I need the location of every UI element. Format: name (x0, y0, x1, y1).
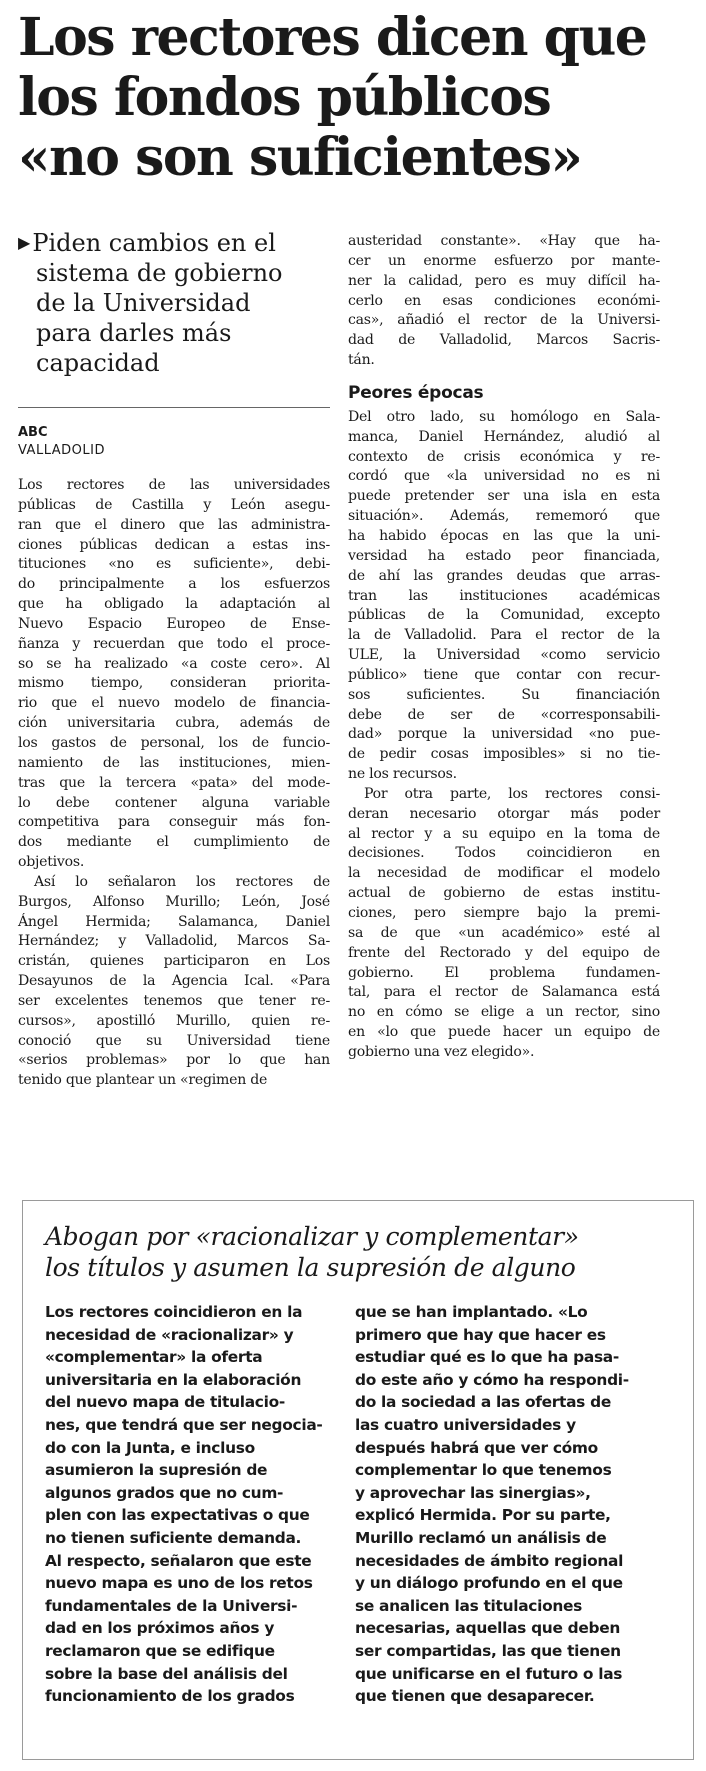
sidebar-line: necesarias, aquellas que deben (355, 1619, 621, 1638)
article-column-right (348, 232, 660, 1063)
article-line: públicas de la Comunidad, excepto (348, 607, 660, 624)
sidebar-line: fundamentales de la Universi- (45, 1596, 298, 1615)
sidebar-title-line: los títulos y asumen la supresión de alguno (45, 1253, 576, 1282)
article-column-right-top (348, 232, 660, 371)
article-line: ción universitaria cubra, además de (18, 715, 330, 732)
sidebar-line: funcionamiento de los grados (45, 1687, 295, 1706)
article-line: ha habido épocas en las que la uni- (348, 527, 660, 544)
article-line: Del otro lado, su homólogo en Sala- (348, 408, 660, 425)
byline-divider (18, 407, 330, 408)
article-line: puede pretender ser una isla en esta (348, 488, 660, 505)
article-line: ULE, la Universidad «como servicio (348, 647, 660, 664)
sidebar-box (22, 1200, 694, 1760)
sidebar-line: complementar lo que tenemos (355, 1461, 612, 1480)
sidebar-line: que se han implantado. «Lo (355, 1303, 588, 1321)
article-line: cordó que «la universidad no es ni (348, 468, 660, 485)
article-line: Desayunos de la Agencia Ical. «Para (18, 973, 330, 990)
sidebar-line: algunos grados que no cum- (45, 1483, 284, 1502)
deck-line: sistema de gobierno (36, 259, 283, 287)
article-line: Así lo señalaron los rectores de (34, 873, 330, 890)
sidebar-line: Murillo reclamó un análisis de (355, 1528, 607, 1547)
article-line: deran necesario otorgar más poder (348, 805, 660, 822)
article-line: ñanza y recuerdan que todo el proce- (18, 635, 330, 652)
article-line: «serios problemas» por lo que han (18, 1052, 330, 1069)
article-column-left (18, 476, 330, 1091)
sidebar-line: do con la Junta, e incluso (45, 1438, 255, 1457)
article-column-right-bottom (348, 408, 660, 1063)
sidebar-line: do este año y cómo ha respondi- (355, 1370, 629, 1389)
deck-line: capacidad (36, 349, 160, 377)
sidebar-line: reclamaron que se edifique (45, 1641, 275, 1660)
article-line: públicas de Castilla y León asegu- (18, 496, 330, 513)
article-line: público» tiene que contar con recur- (348, 666, 660, 683)
headline-line: «no son suficientes» (18, 127, 582, 188)
sidebar-line: sobre la base del análisis del (45, 1664, 288, 1683)
article-line: en «lo que puede hacer un equipo de (348, 1024, 660, 1041)
article-line: al rector y a su equipo en la toma de (348, 825, 660, 842)
sidebar-line: explicó Hermida. Por su parte, (355, 1506, 611, 1525)
sidebar-column-left (45, 1301, 353, 1708)
sidebar-line: las cuatro universidades y (355, 1415, 576, 1434)
article-line: manca, Daniel Hernández, aludió al (348, 428, 660, 445)
sidebar-line: necesidad de «racionalizar» y (45, 1325, 294, 1344)
article-line: ner la calidad, pero es muy difícil ha- (348, 272, 660, 289)
article-line: los gastos de personal, los de funcio- (18, 734, 330, 751)
article-line: tran las instituciones académicas (348, 587, 660, 604)
article-line: que ha obligado la adaptación al (18, 596, 330, 613)
article-line: cer un enorme esfuerzo por mante- (348, 252, 660, 269)
deck-first-line (18, 228, 323, 258)
article-line: tituciones «no es suficiente», debi- (18, 556, 330, 573)
article-line: Los rectores de las universidades (18, 477, 330, 493)
article-line: conoció que su Universidad tiene (18, 1032, 330, 1049)
article-line: competitiva para conseguir más fon- (18, 814, 330, 831)
sidebar-line: después habrá que ver cómo (355, 1438, 598, 1457)
sidebar-column-right (355, 1301, 663, 1708)
article-subhead: Peores épocas (348, 382, 484, 403)
sidebar-line: ser compartidas, las que tienen (355, 1641, 621, 1660)
sidebar-line: estudiar qué es lo que ha pasa- (355, 1348, 619, 1367)
article-line: dad de Valladolid, Marcos Sacris- (348, 332, 660, 349)
article-line: cristán, quienes participaron en Los (18, 953, 330, 970)
deck-line: de la Universidad (36, 289, 251, 317)
article-line: mismo tiempo, consideran priorita- (18, 675, 330, 692)
sidebar-line: primero que hay que hacer es (355, 1325, 606, 1344)
article-line: contexto de crisis económica y re- (348, 448, 660, 465)
article-line: namiento de las instituciones, mien- (18, 754, 330, 771)
article-line: dos mediante el cumplimiento de (18, 834, 330, 851)
article-line: debe de ser de «corresponsabili- (348, 706, 660, 723)
article-line: la de Valladolid. Para el rector de la (348, 627, 660, 644)
sidebar-line: do la sociedad a las ofertas de (355, 1393, 611, 1412)
article-line: do principalmente a los esfuerzos (18, 576, 330, 593)
sidebar-line: dad en los próximos años y (45, 1619, 275, 1638)
deck-line: para darles más (36, 319, 232, 347)
article-line: Nuevo Espacio Europeo de Ense- (18, 615, 330, 632)
article-line: Por otra parte, los rectores consi- (364, 785, 660, 802)
article-line: cerlo en esas condiciones económi- (348, 292, 660, 309)
article-line: versidad ha estado peor financiada, (348, 547, 660, 564)
sidebar-line: y un diálogo profundo en el que (355, 1574, 623, 1593)
article-line: ne los recursos. (348, 766, 457, 783)
article-line: no en cómo se elige a un rector, sino (348, 1004, 660, 1021)
sidebar-line: «complementar» la oferta (45, 1348, 263, 1367)
article-line: frente del Rectorado y del equipo de (348, 944, 660, 961)
article-line: tenido que plantear un «regimen de (18, 1072, 268, 1089)
article-line: sos suficientes. Su financiación (348, 686, 660, 703)
triangle-right-icon: ▶ (18, 233, 31, 252)
article-line: Ángel Hermida; Salamanca, Daniel (18, 913, 330, 930)
article-line: Hernández; y Valladolid, Marcos Sa- (18, 933, 330, 950)
article-line: de ahí las grandes deudas que arras- (348, 567, 660, 584)
article-line: ran que el dinero que las administra- (18, 516, 330, 533)
article-line: austeridad constante». «Hay que ha- (348, 233, 660, 249)
article-line: actual de gobierno de estas institu- (348, 885, 660, 902)
sidebar-line: universitaria en la elaboración (45, 1370, 302, 1389)
headline (18, 8, 698, 188)
article-line: lo debe contener alguna variable (18, 794, 330, 811)
sidebar-line: no tienen suficiente demanda. (45, 1528, 302, 1547)
sidebar-line: Al respecto, señalaron que este (45, 1551, 312, 1570)
article-line: cas», añadió el rector de la Universi- (348, 312, 660, 329)
sidebar-line: del nuevo mapa de titulacio- (45, 1393, 285, 1412)
sidebar-line: Los rectores coincidieron en la (45, 1303, 303, 1321)
article-line: la necesidad de modificar el modelo (348, 865, 660, 882)
sidebar-line: que unificarse en el futuro o las (355, 1664, 623, 1683)
article-line: ciones públicas dedican a estas ins- (18, 536, 330, 553)
sidebar-line: asumieron la supresión de (45, 1461, 268, 1480)
article-line: objetivos. (18, 854, 85, 871)
article-line: situación». Además, rememoró que (348, 508, 660, 525)
deck-line: Piden cambios en el (32, 229, 276, 257)
article-line: gobierno una vez elegido». (348, 1043, 535, 1060)
sidebar-line: se analicen las titulaciones (355, 1596, 583, 1615)
article-line: gobierno. El problema fundamen- (348, 964, 660, 981)
sidebar-line: que tienen que desaparecer. (355, 1687, 595, 1706)
article-line: tán. (348, 352, 375, 369)
sidebar-line: necesidades de ámbito regional (355, 1551, 624, 1570)
article-line: so se ha realizado «a coste cero». Al (18, 655, 330, 672)
article-line: decisiones. Todos coincidieron en (348, 845, 660, 862)
article-line: rio que el nuevo modelo de financia- (18, 695, 330, 712)
deck (18, 228, 323, 378)
article-line: Burgos, Alfonso Murillo; León, José (18, 893, 330, 910)
byline-agency: ABC (18, 425, 48, 440)
headline-line: los fondos públicos (18, 67, 551, 128)
article-line: dad» porque la universidad «no pue- (348, 726, 660, 743)
byline (18, 424, 105, 460)
headline-line: Los rectores dicen que (18, 7, 647, 68)
article-line: cursos», apostilló Murillo, quien re- (18, 1012, 330, 1029)
sidebar-line: nuevo mapa es uno de los retos (45, 1574, 313, 1593)
byline-city: VALLADOLID (18, 443, 105, 458)
article-line: ciones, pero siempre bajo la premi- (348, 905, 660, 921)
sidebar-title (45, 1221, 675, 1283)
article-line: ser excelentes tenemos que tener re- (18, 992, 330, 1009)
article-line: tal, para el rector de Salamanca está (348, 984, 660, 1001)
sidebar-title-line: Abogan por «racionalizar y complementar» (45, 1222, 579, 1251)
sidebar-line: y aprovechar las sinergias», (355, 1483, 591, 1502)
article-line: sa de que «un académico» esté al (348, 924, 660, 941)
sidebar-line: plen con las expectativas o que (45, 1506, 310, 1525)
sidebar-line: nes, que tendrá que ser negocia- (45, 1415, 323, 1434)
article-line: tras que la tercera «pata» del mode- (18, 774, 330, 791)
article-line: de pedir cosas imposibles» si no tie- (348, 746, 660, 763)
